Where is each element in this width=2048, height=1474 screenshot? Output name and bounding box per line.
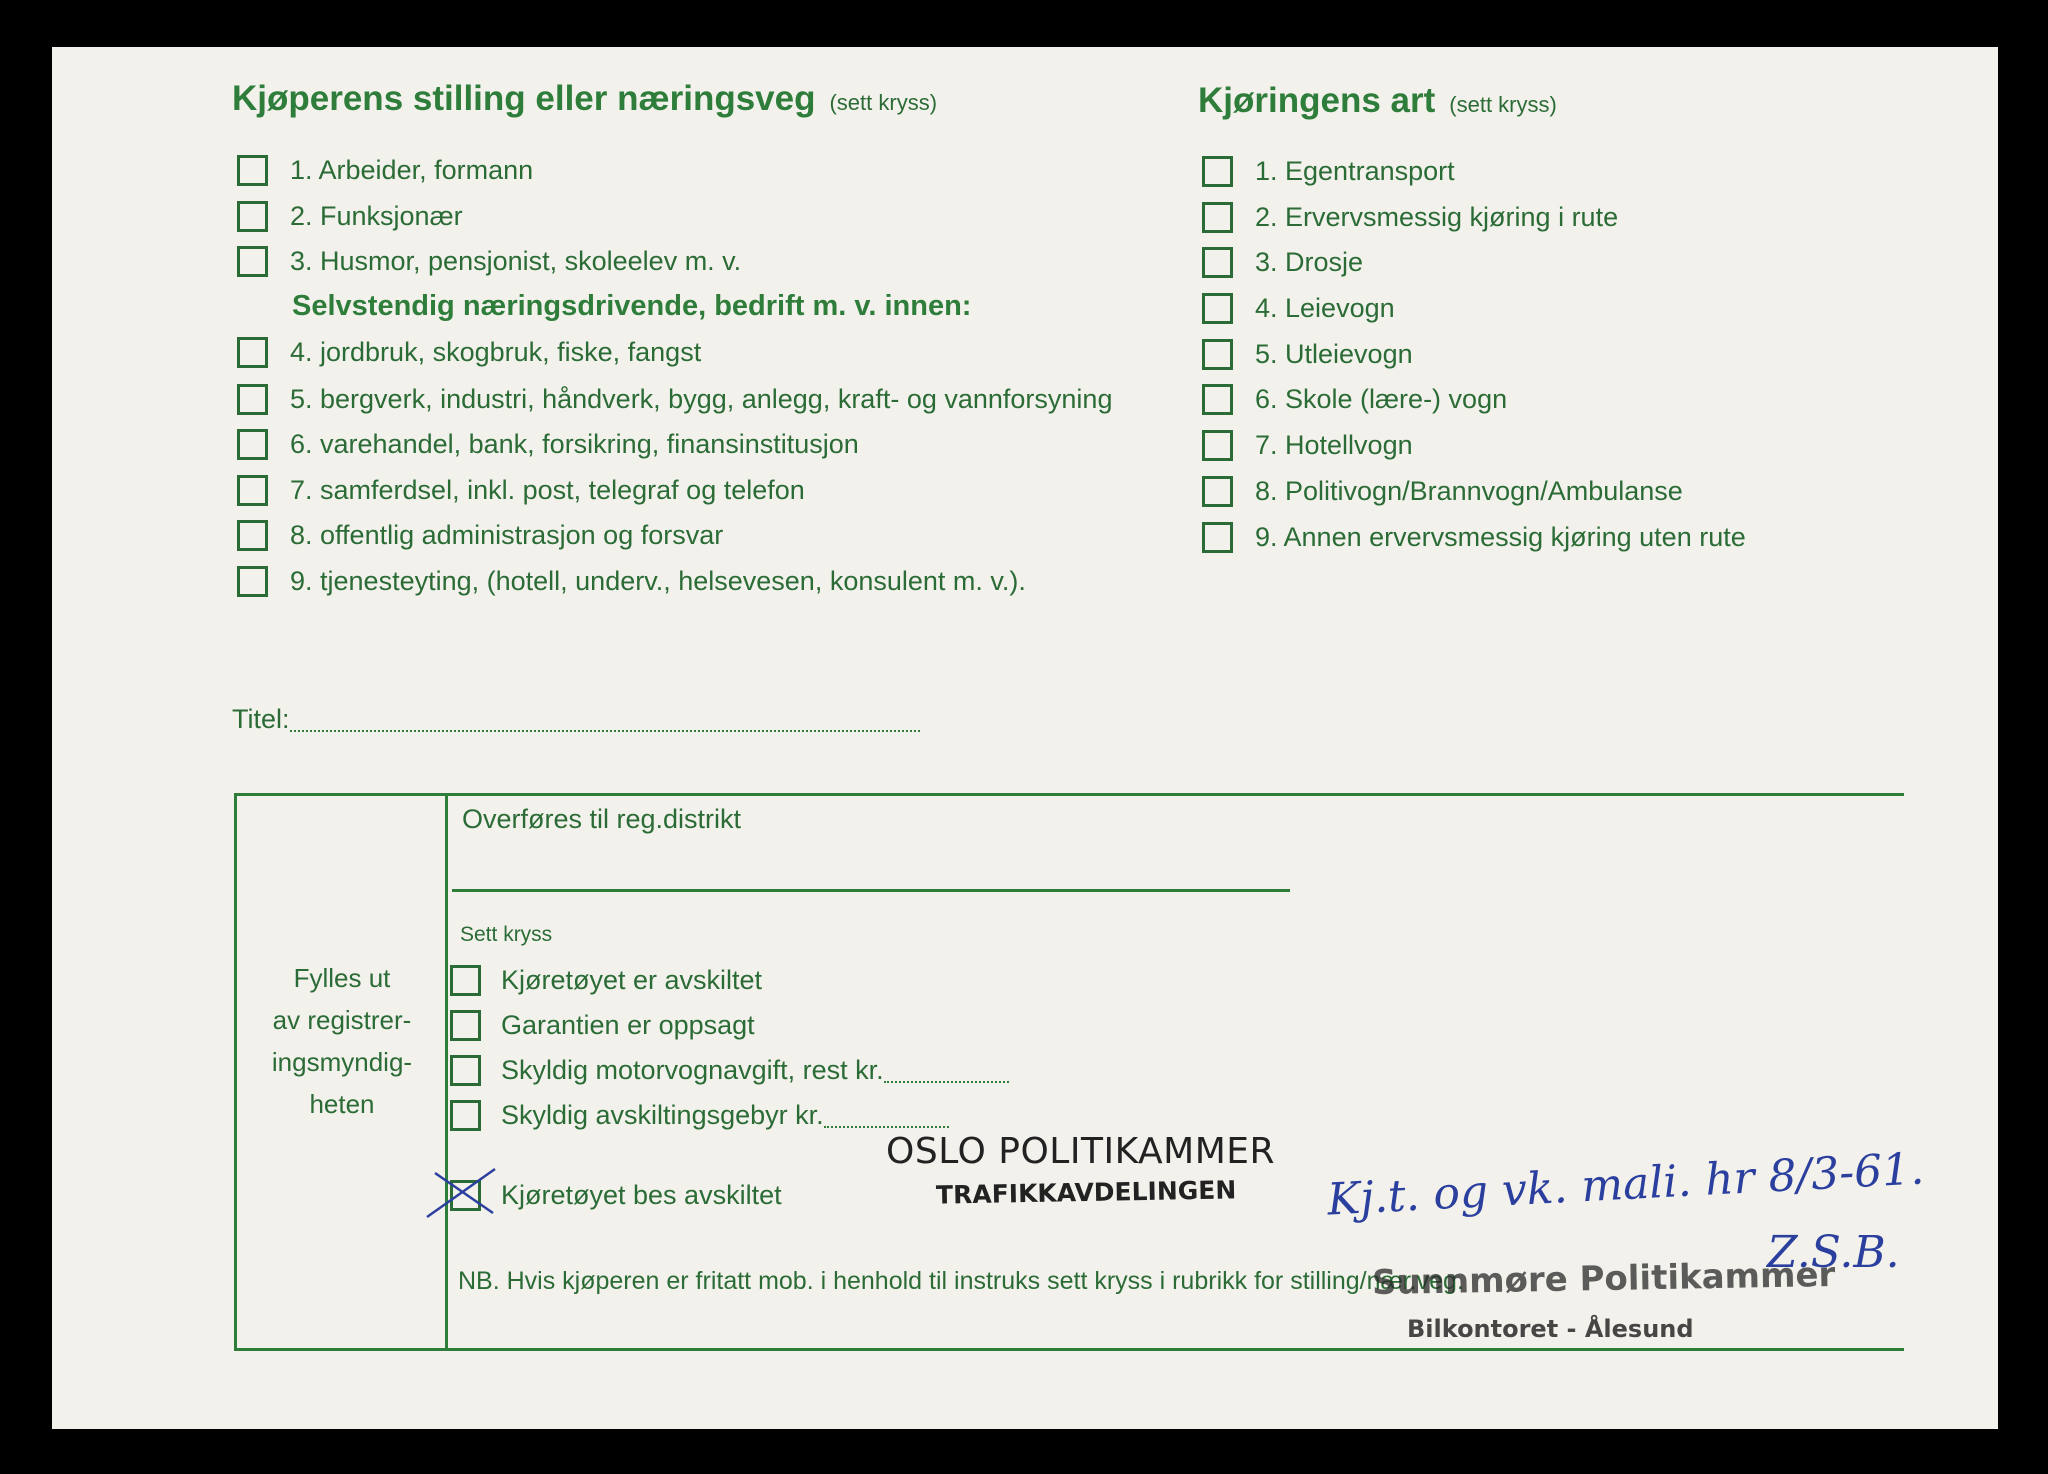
check-motor-tax[interactable]	[450, 1050, 1009, 1090]
box-bottom-border	[234, 1348, 1904, 1351]
driving-option-4[interactable]	[1202, 288, 1395, 328]
oslo-stamp-line2: TRAFIKKAVDELINGEN	[935, 1175, 1237, 1210]
industry-option-8[interactable]	[237, 515, 723, 555]
nb-note: NB. Hvis kjøperen er fritatt mob. i henhold til instruks sett kryss i rubrikk for stilling/nær.veg.	[458, 1267, 1464, 1295]
option-label: 8. Politivogn/Brannvogn/Ambulanse	[1255, 475, 1683, 506]
checkbox[interactable]	[1202, 339, 1233, 370]
driving-option-1[interactable]	[1202, 151, 1455, 191]
side-label-line: Fylles ut	[293, 963, 391, 993]
industry-option-4[interactable]	[237, 332, 701, 372]
cross-mark-icon	[423, 1165, 503, 1225]
checkbox[interactable]	[237, 520, 268, 551]
side-label-line: av registrer-	[272, 1005, 412, 1035]
driving-type-title: Kjøringens art	[1198, 81, 1436, 120]
box-divider	[445, 793, 448, 1348]
checkbox[interactable]	[1202, 247, 1233, 278]
checkbox[interactable]	[450, 1180, 481, 1211]
checkbox[interactable]	[237, 429, 268, 460]
checkbox[interactable]	[237, 475, 268, 506]
option-label: 7. samferdsel, inkl. post, telegraf og telefon	[290, 474, 805, 505]
option-label: 3. Drosje	[1255, 246, 1364, 277]
checkbox[interactable]	[1202, 476, 1233, 507]
option-label: 9. tjenesteyting, (hotell, underv., helsevesen, konsulent m. v.).	[290, 565, 1026, 596]
checkbox[interactable]	[450, 1055, 481, 1086]
titel-label: Titel:	[232, 703, 290, 734]
checkbox[interactable]	[237, 155, 268, 186]
box-left-border	[234, 793, 237, 1348]
check-label: Skyldig avskiltingsgebyr kr.	[501, 1099, 824, 1130]
titel-field[interactable]	[232, 699, 920, 739]
oslo-stamp-line1: OSLO POLITIKAMMER	[886, 1131, 1276, 1172]
check-label: Skyldig motorvognavgift, rest kr.	[501, 1054, 884, 1085]
checkbox[interactable]	[450, 1100, 481, 1131]
transfer-input-line[interactable]	[452, 889, 1290, 892]
sunnmore-stamp-line1: Sunnmøre Politikammer	[1371, 1254, 1836, 1304]
check-fee[interactable]	[450, 1095, 949, 1135]
check-label: Kjøretøyet bes avskiltet	[501, 1179, 782, 1210]
check-instruction: Sett kryss	[460, 923, 553, 946]
option-label: 2. Ervervsmessig kjøring i rute	[1255, 201, 1619, 232]
option-label: 6. Skole (lære-) vogn	[1255, 383, 1508, 414]
checkbox[interactable]	[237, 384, 268, 415]
option-label: 5. Utleievogn	[1255, 338, 1413, 369]
option-label: 4. jordbruk, skogbruk, fiske, fangst	[290, 336, 702, 367]
checkbox[interactable]	[237, 201, 268, 232]
buyer-occupation-heading	[232, 79, 937, 119]
checkbox[interactable]	[450, 1010, 481, 1041]
option-label: 7. Hotellvogn	[1255, 429, 1413, 460]
driving-option-3[interactable]	[1202, 242, 1363, 282]
industry-option-7[interactable]	[237, 470, 805, 510]
industry-option-5[interactable]	[237, 379, 1112, 419]
buyer-occupation-hint: (sett kryss)	[829, 90, 938, 115]
checkbox[interactable]	[1202, 202, 1233, 233]
driving-option-9[interactable]	[1202, 517, 1746, 557]
checkbox[interactable]	[1202, 293, 1233, 324]
checkbox[interactable]	[237, 566, 268, 597]
option-label: 8. offentlig administrasjon og forsvar	[290, 519, 724, 550]
option-label: 6. varehandel, bank, forsikring, finansinstitusjon	[290, 428, 859, 459]
amount-line[interactable]	[824, 1102, 949, 1128]
option-label: 9. Annen ervervsmessig kjøring uten rute	[1255, 521, 1746, 552]
titel-input-line[interactable]	[290, 706, 920, 732]
form-sheet	[52, 47, 1998, 1429]
box-top-border	[234, 793, 1904, 796]
option-label: 5. bergverk, industri, håndverk, bygg, anlegg, kraft- og vannforsyning	[290, 383, 1113, 414]
checkbox[interactable]	[237, 337, 268, 368]
side-label-line: heten	[309, 1089, 375, 1119]
checkbox[interactable]	[237, 246, 268, 277]
driving-option-2[interactable]	[1202, 197, 1618, 237]
occupation-option-1[interactable]	[237, 150, 533, 190]
checkbox[interactable]	[1202, 156, 1233, 187]
occupation-option-3[interactable]	[237, 241, 741, 281]
handwritten-note: Kj.t. og vk. mali. hr 8/3-61.	[1326, 1143, 1926, 1226]
option-label: 2. Funksjonær	[290, 200, 463, 231]
driving-option-6[interactable]	[1202, 379, 1507, 419]
amount-line[interactable]	[884, 1057, 1009, 1083]
driving-option-8[interactable]	[1202, 471, 1683, 511]
driving-type-heading	[1198, 81, 1557, 121]
side-label-line: ingsmyndig-	[271, 1047, 413, 1077]
checkbox[interactable]	[1202, 522, 1233, 553]
option-label: 1. Egentransport	[1255, 155, 1455, 186]
buyer-occupation-title: Kjøperens stilling eller næringsveg	[232, 79, 816, 118]
check-request-deregister[interactable]	[450, 1175, 782, 1215]
sunnmore-stamp-line2: Bilkontoret - Ålesund	[1407, 1315, 1694, 1343]
driving-option-7[interactable]	[1202, 425, 1413, 465]
option-label: 3. Husmor, pensjonist, skoleelev m. v.	[290, 245, 742, 276]
registration-authority-label	[242, 957, 442, 1125]
occupation-option-2[interactable]	[237, 196, 463, 236]
option-label: 4. Leievogn	[1255, 292, 1395, 323]
industry-option-9[interactable]	[237, 561, 1026, 601]
transfer-label: Overføres til reg.distrikt	[462, 804, 742, 834]
driving-type-hint: (sett kryss)	[1449, 92, 1557, 117]
self-employed-subheading: Selvstendig næringsdrivende, bedrift m. v. innen:	[292, 290, 972, 322]
check-label: Kjøretøyet er avskiltet	[501, 964, 763, 995]
checkbox[interactable]	[1202, 384, 1233, 415]
industry-option-6[interactable]	[237, 424, 859, 464]
checkbox[interactable]	[1202, 430, 1233, 461]
driving-option-5[interactable]	[1202, 334, 1413, 374]
check-guarantee[interactable]	[450, 1005, 755, 1045]
handwritten-initials: Z.S.B.	[1767, 1227, 1900, 1278]
checkbox[interactable]	[450, 965, 481, 996]
option-label: 1. Arbeider, formann	[290, 154, 534, 185]
check-deregistered[interactable]	[450, 960, 762, 1000]
check-label: Garantien er oppsagt	[501, 1009, 755, 1040]
